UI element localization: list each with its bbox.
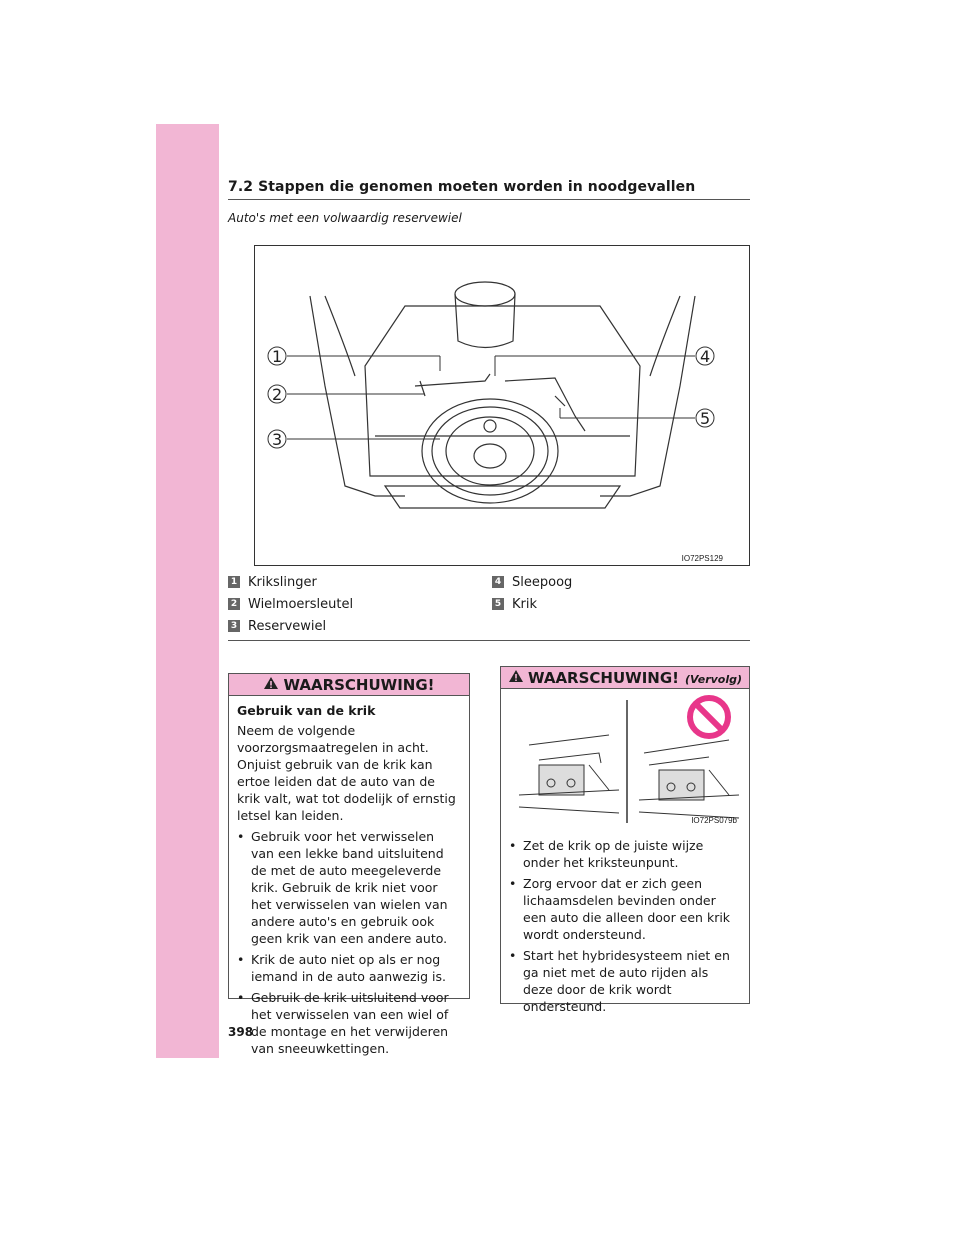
- warning-header: WAARSCHUWING!: [229, 674, 469, 696]
- legend-left: [228, 571, 353, 637]
- warning-triangle-icon: [263, 676, 279, 694]
- list-item: • Start het hybridesysteem niet en ga niet met de auto rijden als deze door de krik wordt ondersteund.: [509, 948, 730, 1014]
- callout-2: 2: [272, 385, 283, 404]
- legend-item: 2 Wielmoersleutel: [228, 593, 353, 615]
- legend-rule: [228, 640, 750, 641]
- list-item: • Zet de krik op de juiste wijze onder het kriksteunpunt.: [509, 838, 704, 870]
- figure-code: IO72PS079b: [691, 816, 737, 825]
- legend-right: [492, 571, 572, 615]
- legend-item: 1 Krikslinger: [228, 571, 353, 593]
- jack-placement-illustration: [509, 695, 741, 825]
- page-number: 398: [228, 1025, 254, 1039]
- list-item: • Gebruik de krik uitsluitend voor het verwisselen van een wiel of de montage en het verwijderen van sneeuwkettingen.: [237, 990, 449, 1056]
- warning-intro: Neem de volgende voorzorgsmaatregelen in acht. Onjuist gebruik van de krik kan ertoe leiden dat de auto van de krik valt, wat tot dodelijk of ernstig letsel kan leiden.: [237, 723, 456, 823]
- legend-item: 4 Sleepoog: [492, 571, 572, 593]
- warning-triangle-icon: [508, 669, 524, 687]
- callout-5: 5: [700, 409, 711, 428]
- prohibition-icon: [690, 698, 728, 736]
- callout-3: 3: [272, 430, 283, 449]
- trunk-illustration: [254, 245, 750, 566]
- title-rule: [228, 199, 750, 200]
- warning-header: WAARSCHUWING! (Vervolg): [501, 667, 749, 689]
- list-item: • Zorg ervoor dat er zich geen lichaamsdelen bevinden onder een auto die alleen door een krik wordt ondersteund.: [509, 876, 731, 942]
- legend-item: 3 Reservewiel: [228, 615, 353, 637]
- trunk-drawing: [255, 246, 750, 566]
- figure-code: IO72PS129: [681, 554, 723, 563]
- continued-label: (Vervolg): [685, 672, 743, 686]
- warning-subheading: Gebruik van de krik: [237, 703, 376, 718]
- warning-box-right: [500, 666, 750, 1014]
- section-title: 7.2 Stappen die genomen moeten worden in noodgevallen: [228, 179, 696, 195]
- subtitle: Auto's met een volwaardig reservewiel: [228, 211, 462, 225]
- callout-4: 4: [700, 347, 711, 366]
- list-item: • Gebruik voor het verwisselen van een lekke band uitsluitend de met de auto meegeleverde krik. Gebruik de krik niet voor het verwisselen van wielen van andere auto's en gebruik ook geen krik van een andere auto.: [237, 829, 448, 946]
- list-item: • Krik de auto niet op als er nog iemand in de auto aanwezig is.: [237, 952, 446, 984]
- callout-1: 1: [272, 347, 283, 366]
- legend-item: 5 Krik: [492, 593, 572, 615]
- side-tab-band: [156, 124, 219, 1058]
